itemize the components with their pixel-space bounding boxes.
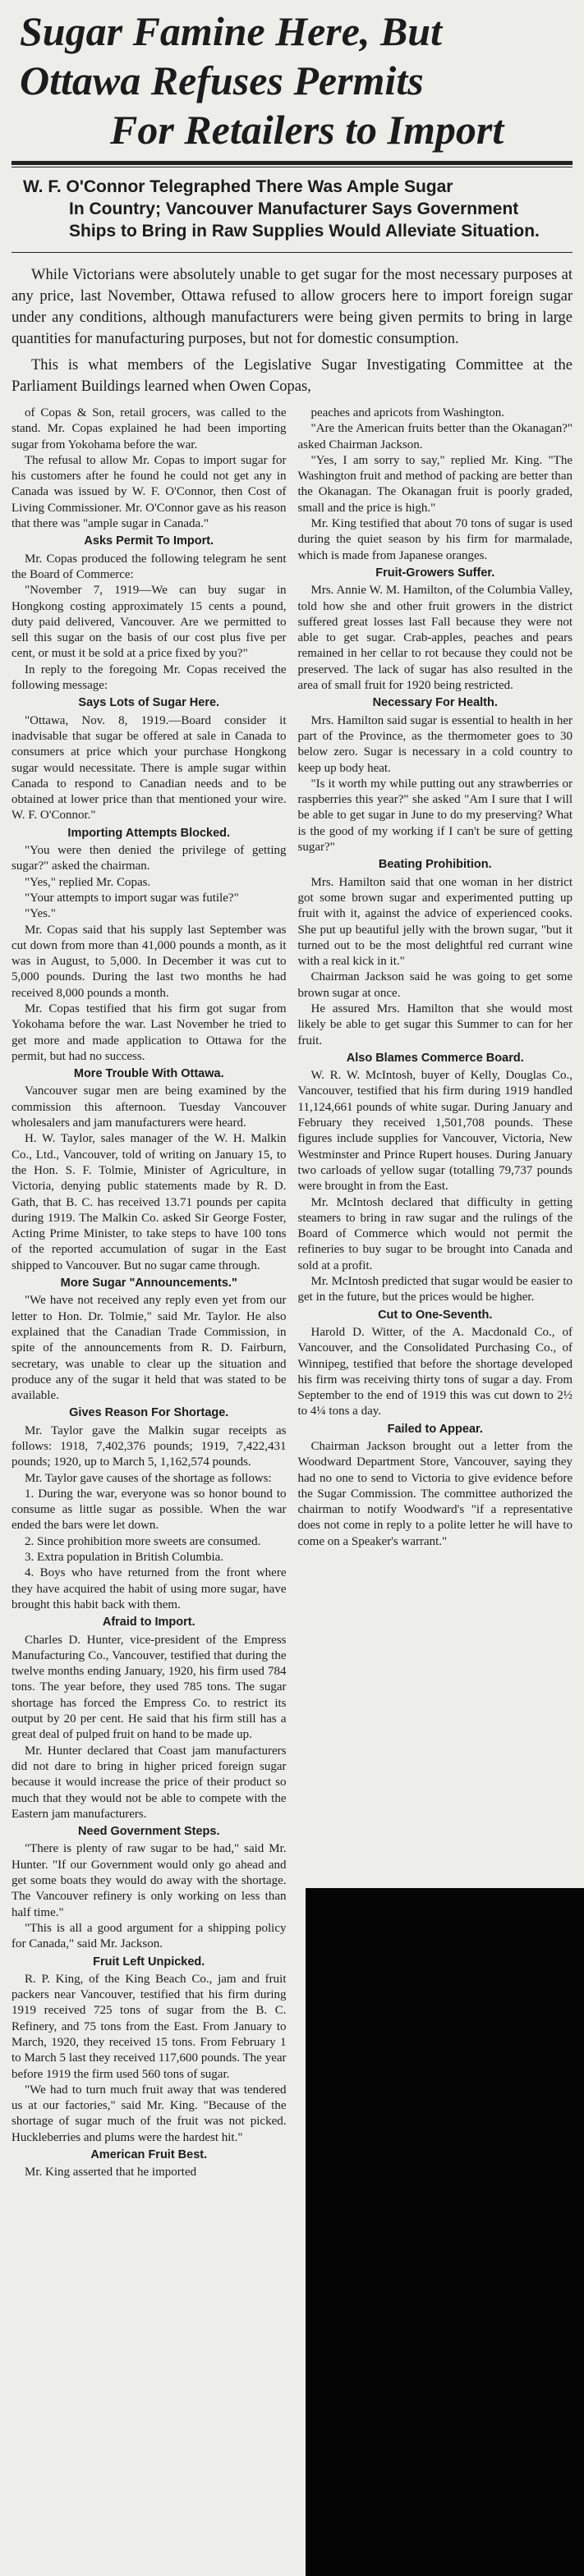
paragraph: Charles D. Hunter, vice-president of the Empress Manufacturing Co., Vancouver, testified that during the twelve months ending January, 1920, his firm used 784 tons. The year before, they used 785 tons. The sugar shortage has forced the Empress Co. to restrict its output by 20 per cent. He said that his firm still has a great deal of pulped fruit on hand to be made up. [11, 1633, 287, 1742]
subheading: Failed to Appear. [387, 1422, 483, 1436]
paragraph: "Is it worth my while putting out any strawberries or raspberries this year?" she asked "Am I sure that I will be able to get sugar in June to do my preserving? What is the good of my working if I can't be sure of getting sugar?" [297, 777, 573, 855]
paragraph: Mr. McIntosh predicted that sugar would be easier to get in the future, but the prices would be higher. [297, 1275, 573, 1304]
subheading: Gives Reason For Shortage. [69, 1406, 229, 1420]
deck-rest: In Country; Vancouver Manufacturer Says Government Ships to Bring in Raw Supplies Would Alleviate Situation. [69, 199, 540, 241]
subheading: Cut to One-Seventh. [378, 1308, 493, 1322]
paragraph: The refusal to allow Mr. Copas to import sugar for his customers after he found he could not get any in Canada was issued by W. F. O'Connor, then Cost of Living Commissioner. Mr. O'Connor gave as his reason that there was "ample sugar in Canada." [11, 453, 287, 531]
paragraph: Mrs. Annie W. M. Hamilton, of the Columbia Valley, told how she and other fruit growers in the district suffered great losses last Fall because they were not able to get sugar. Crab-apples, peaches and pears remained in her cellar to rot because they could not be preserved. The lack of sugar has also resulted in the area of small fruit for 1920 being restricted. [297, 584, 573, 693]
paragraph: 3. Extra population in British Columbia. [25, 1551, 224, 1565]
paragraph: Mr. Copas said that his supply last September was cut down from more than 41,000 pounds a month, as it was in August, to 5,000. In December it was cut to 5,000 pounds. During the last two months he had received 8,000 pounds a month. [11, 923, 287, 1000]
paragraph: "Yes, I am sorry to say," replied Mr. King. "The Washington fruit and method of packing are better than the Okanagan. The Okanagan fruit is poorly graded, small and the price is high." [297, 453, 573, 515]
paragraph: Vancouver sugar men are being examined by the commission this afternoon. Tuesday Vancouver wholesalers and jam manufacturers were heard. [11, 1084, 287, 1130]
subheading: American Fruit Best. [90, 2148, 208, 2162]
paragraph: "Are the American fruits better than the Okanagan?" asked Chairman Jackson. [297, 422, 573, 451]
paragraph: "We had to turn much fruit away that was tendered us at our factories," said Mr. King. "Because of the shortage of sugar much of the fruit was not picked. Huckleberries and plums were the hardest hit." [11, 2083, 287, 2144]
headline [11, 7, 573, 154]
subheading: Beating Prohibition. [378, 858, 492, 872]
paragraph: Mr. Copas testified that his firm got sugar from Yokohama before the war. Last November he tried to get more and made application to Ottawa for the permit, but had no success. [11, 1002, 287, 1063]
subheading: Importing Attempts Blocked. [67, 826, 231, 840]
paragraph: Mr. Copas produced the following telegram he sent the Board of Commerce: [11, 552, 287, 581]
subheading: Says Lots of Sugar Here. [78, 696, 220, 710]
subheading: More Sugar "Announcements." [60, 1277, 237, 1290]
paragraph: Mr. King asserted that he imported [25, 2166, 197, 2180]
deck-rule [11, 252, 573, 253]
paragraph: "We have not received any reply even yet from our letter to Hon. Dr. Tolmie," said Mr. Taylor. He also explained that the Canadian Trade Commission, in spite of the announcements from R. D. Fairburn, secretary, was unable to clear up the situation and produce any of the sugar it held that was stated to be available. [11, 1294, 287, 1403]
headline-line-1: Sugar Famine Here, But [20, 8, 442, 54]
paragraph: 1. During the war, everyone was so honor bound to consume as little sugar as possible. When the war ended the bars were let down. [11, 1487, 287, 1533]
paragraph: He assured Mrs. Hamilton that she would most likely be able to get sugar this Summer to can for her fruit. [297, 1002, 573, 1047]
paragraph: Mr. McIntosh declared that difficulty in getting steamers to bring in raw sugar and the rulings of the Board of Commerce which would not permit the refineries to buy sugar to be brought into Canada and sold at a profit. [297, 1195, 573, 1272]
paragraph: Mr. Taylor gave causes of the shortage as follows: [25, 1471, 272, 1485]
subheading: Fruit Left Unpicked. [93, 1955, 205, 1969]
paragraph: "There is plenty of raw sugar to be had," said Mr. Hunter. "If our Government would only go ahead and get some boats they would do away with the shortage. The Vancouver refinery is only working on less than half time." [11, 1842, 287, 1919]
subheading: Also Blames Commerce Board. [346, 1051, 524, 1065]
paragraph: "Yes." [25, 907, 56, 921]
paragraph: Chairman Jackson said he was going to get some brown sugar at once. [297, 970, 573, 1000]
paragraph: W. R. W. McIntosh, buyer of Kelly, Douglas Co., Vancouver, testified that his firm during 1919 handled 11,124,661 pounds of white sugar. During January and February they received 1,501,708 pounds. These figures include supplies for Vancouver, Victoria, New Westminster and Prince Rupert houses. During January two carloads of yellow sugar (totalling 79,737 pounds were brought in from the East. [297, 1069, 573, 1194]
paragraph: peaches and apricots from Washington. [310, 406, 505, 419]
paragraph: R. P. King, of the King Beach Co., jam and fruit packers near Vancouver, testified that his firm during 1919 received 725 tons of sugar from the B. C. Refinery, and 75 tons from the East. From January to March, 1920, they received 15 tons. From February 1 to March 5 last they received 117,600 pounds. The year before 1919 the firm used 560 tons of sugar. [11, 1972, 287, 2081]
deck [11, 176, 573, 242]
lead-paragraphs [11, 264, 573, 397]
subheading: Asks Permit To Import. [84, 534, 214, 548]
left-column [11, 406, 287, 2181]
paragraph: In reply to the foregoing Mr. Copas received the following message: [11, 662, 287, 693]
paragraph: "This is all a good argument for a shipping policy for Canada," said Mr. Jackson. [11, 1921, 287, 1951]
paragraph: "Your attempts to import sugar was futile?" [25, 891, 239, 905]
headline-line-2: Ottawa Refuses Permits [20, 57, 424, 103]
paragraph: Mrs. Hamilton said sugar is essential to health in her part of the Province, as the thermometer goes to 30 below zero. Sugar is necessary in a cold country to keep up body heat. [297, 713, 573, 775]
paragraph: 4. Boys who have returned from the front where they have acquired the habit of using more sugar, have brought this habit back with them. [11, 1566, 287, 1611]
headline-line-3: For Retailers to Import [110, 107, 504, 153]
paragraph: "November 7, 1919—We can buy sugar in Hongkong costing approximately 15 cents a pound, duty paid delivered, Vancouver. Are we permitted to sell this sugar on the basis of our cost plus five per cent, or must it be sold at a price fixed by you?" [11, 584, 287, 661]
lead-paragraph: This is what members of the Legislative Sugar Investigating Committee at the Parliament Buildings learned when Owen Copas, [11, 357, 573, 395]
paragraph: "You were then denied the privilege of getting sugar?" asked the chairman. [11, 844, 287, 873]
subheading: Fruit-Growers Suffer. [375, 566, 495, 580]
subheading: Afraid to Import. [102, 1616, 195, 1629]
paragraph: 2. Since prohibition more sweets are consumed. [25, 1534, 261, 1548]
paragraph: Chairman Jackson brought out a letter from the Woodward Department Store, Vancouver, saying they had no one to send to Victoria to give evidence before the Sugar Commission. The committee authorized the chairman to notify Woodward's "if a representative does not come in reply to a polite letter he will have to come on a Speaker's warrant." [297, 1440, 573, 1548]
headline-rule [11, 161, 573, 165]
paragraph: H. W. Taylor, sales manager of the W. H. Malkin Co., Ltd., Vancouver, told of writing on January 15, to the Hon. S. F. Tolmie, Minister of Agriculture, in Victoria, denying public statements made by R. D. Gath, that B. C. has received 13.71 pounds per capita during 1919. The Malkin Co. asked Sir George Foster, Acting Prime Minister, to take steps to have 100 tons of the reported accumulation of sugar in the East shipped to Vancouver. But no sugar came through. [11, 1132, 287, 1272]
paragraph: "Yes," replied Mr. Copas. [25, 875, 151, 889]
paragraph: "Ottawa, Nov. 8, 1919.—Board consider it inadvisable that sugar be offered at sale in Canada to consumers at price which your purchase Hongkong sugar would necessitate. There is ample sugar within Canada to respond to Canadian needs and to be obtained at lower price than that mentioned your wire. W. F. O'Connor." [11, 713, 287, 823]
paragraph: Mrs. Hamilton said that one woman in her district got some brown sugar and experimented putting up fruit with it, against the advice of experienced cooks. She put up beautiful jelly with the brown sugar, "but it turned out to be the most delightful red currant wine with a real kick in it." [297, 875, 573, 969]
subheading: Need Government Steps. [78, 1825, 220, 1839]
redaction-block [306, 1888, 584, 2576]
paragraph: of Copas & Son, retail grocers, was called to the stand. Mr. Copas explained he had been importing sugar from Yokohama before the war. [11, 406, 287, 451]
paragraph: Mr. King testified that about 70 tons of sugar is used during the quiet season by his firm for marmalade, which is made from Japanese oranges. [297, 517, 573, 562]
paragraph: Mr. Taylor gave the Malkin sugar receipts as follows: 1918, 7,402,376 pounds; 1919, 7,422,431 pounds; 1920, up to March 5, 1,162,574 pounds. [11, 1423, 287, 1469]
paragraph: Mr. Hunter declared that Coast jam manufacturers did not dare to bring in higher priced foreign sugar because it would increase the price of their product so much that they would not be able to compete with the Eastern jam manufacturers. [11, 1744, 287, 1821]
subheading: More Trouble With Ottawa. [73, 1067, 224, 1081]
paragraph: Harold D. Witter, of the A. Macdonald Co., of Vancouver, and the Consolidated Purchasing Co., of Winnipeg, testified that before the shortage developed his firm was receiving thirty tons of sugar a day. From September to the end of 1919 this was cut down to 2½ to 4¼ tons a day. [297, 1325, 573, 1419]
deck-first-line: W. F. O'Connor Telegraphed There Was Ample Sugar [23, 177, 453, 196]
subheading: Necessary For Health. [372, 696, 498, 710]
lead-paragraph: While Victorians were absolutely unable to get sugar for the most necessary purposes at any price, last November, Ottawa refused to allow grocers here to import foreign sugar under any conditions, although manufacturers were being given permits to bring in large quantities for manufacturing purposes, but not for domestic consumption. [11, 267, 573, 347]
